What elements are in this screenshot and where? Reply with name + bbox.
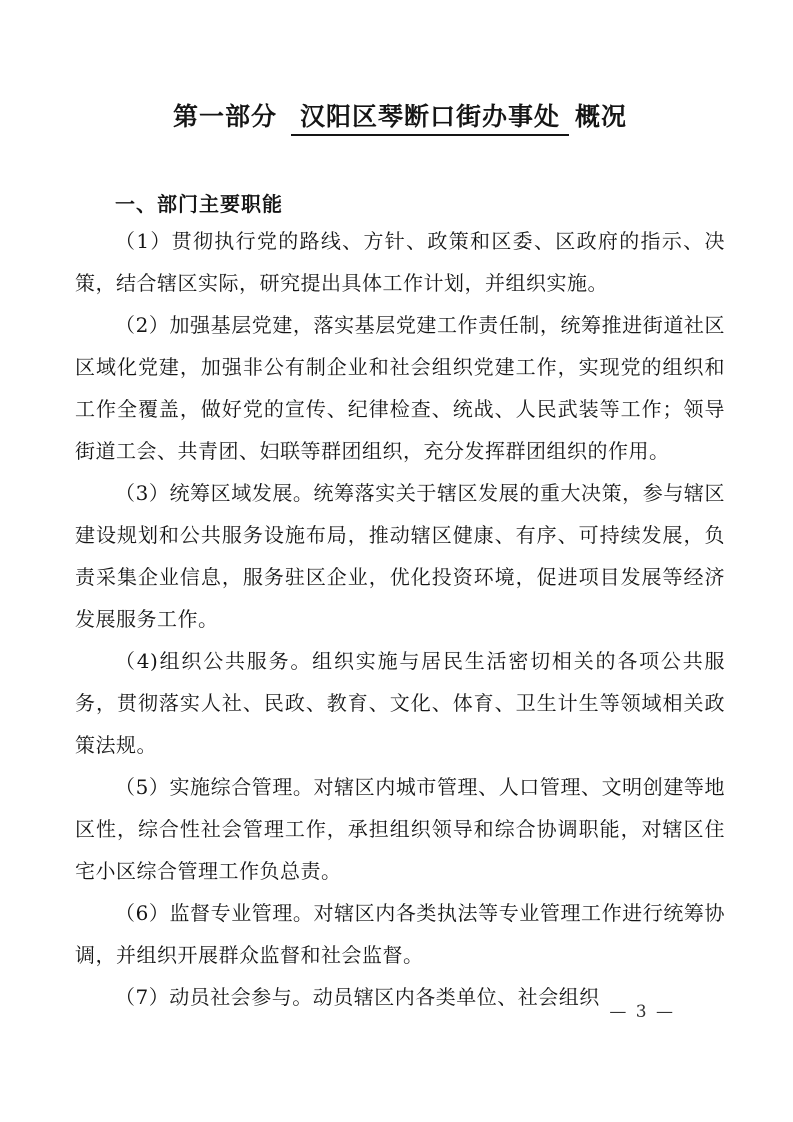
section-heading: 一、部门主要职能 [115,194,283,216]
document-body [75,220,725,1018]
title-prefix: 第一部分 [172,103,277,131]
paragraph-6: （6）监督专业管理。对辖区内各类执法等专业管理工作进行统筹协调，并组织开展群众监督和社会监督。 [75,901,725,967]
paragraph-4: （4)组织公共服务。组织实施与居民生活密切相关的各项公共服务，贯彻落实人社、民政、教育、文化、体育、卫生计生等领域相关政策法规。 [75,649,725,757]
paragraph-5: （5）实施综合管理。对辖区内城市管理、人口管理、文明创建等地区性，综合性社会管理工作，承担组织领导和综合协调职能，对辖区住宅小区综合管理工作负总责。 [75,775,725,883]
paragraph-2: （2）加强基层党建，落实基层党建工作责任制，统筹推进街道社区区域化党建，加强非公有制企业和社会组织党建工作，实现党的组织和工作全覆盖，做好党的宣传、纪律检查、统战、人民武装等工作；领导街道工会、共青团、妇联等群团组织，充分发挥群团组织的作用。 [75,313,725,463]
page-title [75,100,725,136]
title-underlined-text: 汉阳区琴断口街办事处 [291,100,569,136]
title-suffix: 概况 [575,103,628,131]
paragraph-3: （3）统筹区域发展。统筹落实关于辖区发展的重大决策，参与辖区建设规划和公共服务设施布局，推动辖区健康、有序、可持续发展，负责采集企业信息，服务驻区企业，优化投资环境，促进项目发展等经济发展服务工作。 [75,481,725,631]
page-number: — 3 — [609,1002,675,1022]
paragraph-7: （7）动员社会参与。动员辖区内各类单位、社会组织 [115,985,600,1009]
paragraph-1: （1）贯彻执行党的路线、方针、政策和区委、区政府的指示、决策，结合辖区实际，研究提出具体工作计划，并组织实施。 [75,229,725,295]
